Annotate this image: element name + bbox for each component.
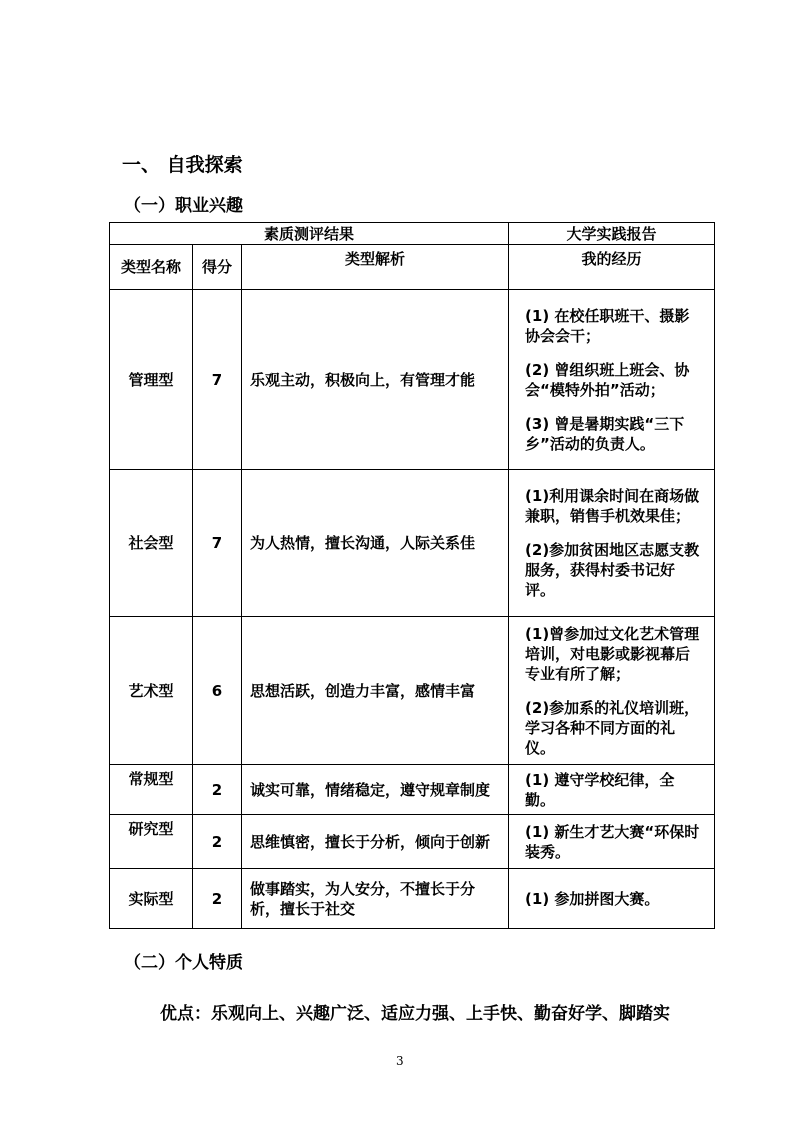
type-name-cell: 管理型 <box>110 290 193 470</box>
career-interest-table <box>109 222 715 929</box>
experience-cell <box>509 765 715 815</box>
experience-item: (1) 新生才艺大赛“环保时装秀。 <box>525 822 700 861</box>
experience-cell <box>509 290 715 470</box>
experience-item: (1)曾参加过文化艺术管理培训，对电影或影视幕后专业有所了解； <box>525 624 700 683</box>
type-name-cell: 艺术型 <box>110 617 193 765</box>
section-title: 一、 自我探索 <box>122 154 243 176</box>
header-practice-report: 大学实践报告 <box>509 223 715 245</box>
experience-item: (1) 参加拼图大赛。 <box>525 889 660 908</box>
analysis-cell: 乐观主动，积极向上，有管理才能 <box>242 290 509 470</box>
type-name-cell: 实际型 <box>110 869 193 929</box>
table-column-header-row <box>110 245 715 290</box>
score-cell: 2 <box>193 869 242 929</box>
analysis-cell: 做事踏实，为人安分，不擅长于分析，擅长于社交 <box>242 869 509 929</box>
analysis-cell: 为人热情，擅长沟通，人际关系佳 <box>242 470 509 617</box>
experience-item: (2)参加贫困地区志愿支教服务，获得村委书记好评。 <box>525 541 700 599</box>
strengths-line: 优点：乐观向上、兴趣广泛、适应力强、上手快、勤奋好学、脚踏实 <box>160 1004 670 1024</box>
subsection-title-interest: （一）职业兴趣 <box>124 196 243 216</box>
header-type-analysis: 类型解析 <box>242 245 509 290</box>
score-cell: 2 <box>193 815 242 869</box>
experience-cell <box>509 815 715 869</box>
table-row <box>110 470 715 617</box>
analysis-cell: 思想活跃，创造力丰富，感情丰富 <box>242 617 509 765</box>
table-row <box>110 617 715 765</box>
header-score: 得分 <box>193 245 242 290</box>
experience-item: (2) 曾组织班上班会、协会“模特外拍”活动； <box>525 360 690 399</box>
type-name-cell: 社会型 <box>110 470 193 617</box>
table-row <box>110 765 715 815</box>
score-cell: 7 <box>193 470 242 617</box>
experience-item: (1)利用课余时间在商场做兼职，销售手机效果佳； <box>525 487 700 525</box>
experience-item: (3) 曾是暑期实践“三下乡”活动的负责人。 <box>525 414 685 453</box>
table-row <box>110 869 715 929</box>
header-type-name: 类型名称 <box>110 245 193 290</box>
score-cell: 2 <box>193 765 242 815</box>
experience-cell <box>509 617 715 765</box>
type-name-cell: 研究型 <box>110 815 193 869</box>
analysis-cell: 诚实可靠，情绪稳定，遵守规章制度 <box>242 765 509 815</box>
subsection-title-traits: （二）个人特质 <box>124 953 243 973</box>
header-assessment-results: 素质测评结果 <box>110 223 509 245</box>
analysis-cell: 思维慎密，擅长于分析，倾向于创新 <box>242 815 509 869</box>
score-cell: 6 <box>193 617 242 765</box>
experience-item: (1) 在校任职班干、摄影协会会干； <box>525 306 690 345</box>
score-cell: 7 <box>193 290 242 470</box>
experience-item: (2)参加系的礼仪培训班，学习各种不同方面的礼仪。 <box>525 698 700 757</box>
page-number: 3 <box>396 1054 404 1068</box>
type-name-cell: 常规型 <box>110 765 193 815</box>
experience-cell <box>509 470 715 617</box>
experience-cell <box>509 869 715 929</box>
table-group-header-row <box>110 223 715 245</box>
table-row <box>110 815 715 869</box>
experience-item: (1) 遵守学校纪律，全勤。 <box>525 770 675 809</box>
table-row <box>110 290 715 470</box>
header-my-experience: 我的经历 <box>509 245 715 290</box>
